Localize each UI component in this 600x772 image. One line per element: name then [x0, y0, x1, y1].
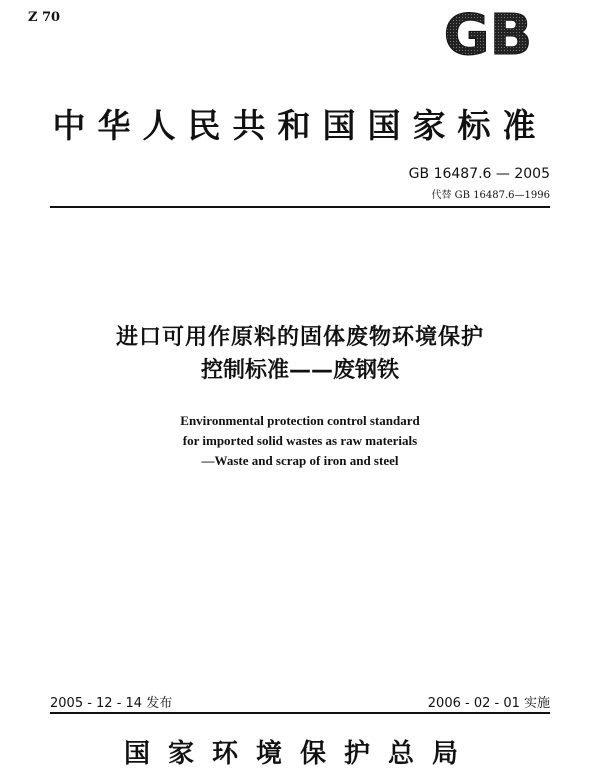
document-title-cn-line1: 进口可用作原料的固体废物环境保护	[115, 325, 484, 350]
document-title-en-line1: Environmental protection control standard	[180, 413, 420, 428]
document-title-en-line3: —Waste and scrap of iron and steel	[201, 453, 399, 468]
header-title: 中华人民共和国国家标准	[52, 106, 548, 145]
footer-divider	[50, 712, 550, 714]
standard-number: GB 16487.6 — 2005	[408, 166, 550, 182]
publisher: 国家环境保护总局	[123, 739, 476, 769]
replaces-note: 代替 GB 16487.6—1996	[431, 190, 550, 201]
classification-code: Z 70	[28, 10, 61, 25]
document-title-cn-line2: 控制标准——废钢铁	[200, 358, 399, 383]
svg-text:GB: GB	[443, 8, 533, 58]
issue-date: 2005 - 12 - 14 发布	[50, 696, 173, 711]
document-title-en-line2: for imported solid wastes as raw materials	[182, 433, 418, 448]
gb-logo	[426, 8, 550, 58]
implementation-date: 2006 - 02 - 01 实施	[427, 696, 550, 711]
header-divider	[50, 206, 550, 208]
